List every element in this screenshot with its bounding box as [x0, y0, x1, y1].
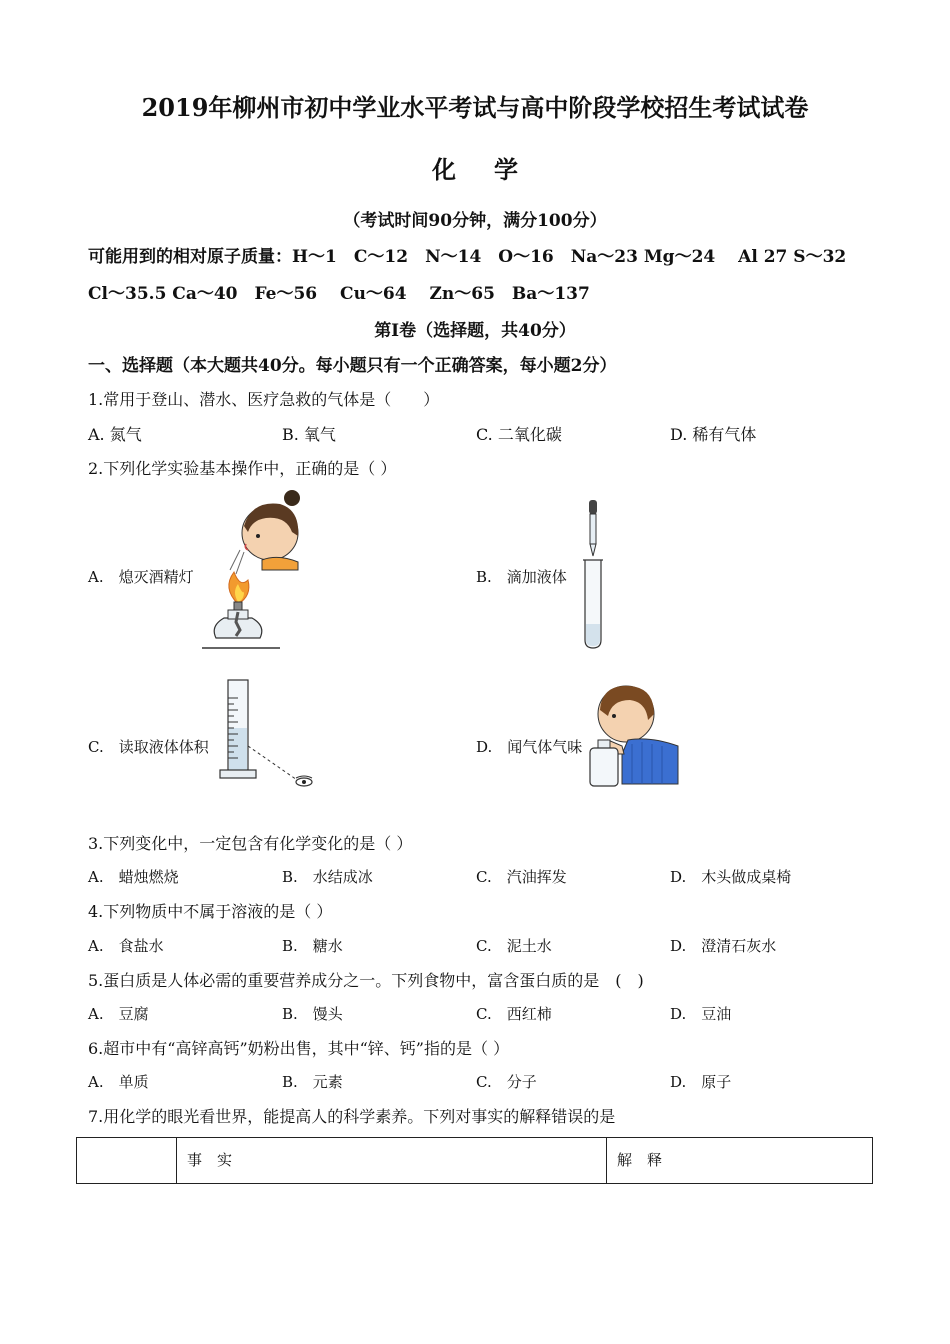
exam-title: 2019年柳州市初中学业水平考试与高中阶段学校招生考试试卷	[141, 93, 809, 122]
question-6-stem: 6.超市中有“高锌高钙”奶粉出售，其中“锌、钙”指的是（ ）	[88, 1039, 510, 1058]
table-divider-2	[606, 1138, 607, 1183]
q5-option-b: B. 馒头	[282, 1005, 343, 1023]
q2-option-c: C. 读取液体体积	[88, 738, 209, 756]
q5-option-a: A. 豆腐	[88, 1005, 149, 1023]
q2-option-a: A. 熄灭酒精灯	[88, 568, 194, 586]
q6-option-b: B. 元素	[282, 1073, 343, 1091]
table-header-explanation: 解 释	[617, 1151, 663, 1169]
dropper-tube-illustration	[578, 498, 610, 653]
table-header-fact: 事 实	[187, 1151, 233, 1169]
q3-option-d: D. 木头做成桌椅	[670, 868, 792, 886]
q3-option-b: B. 水结成冰	[282, 868, 373, 886]
question-1-stem: 1.常用于登山、潜水、医疗急救的气体是（ ）	[88, 390, 440, 409]
q4-option-a: A. 食盐水	[88, 937, 164, 955]
q4-option-b: B. 糖水	[282, 937, 343, 955]
subject-title: 化学	[432, 155, 556, 184]
q6-option-c: C. 分子	[476, 1073, 537, 1091]
question-2-stem: 2.下列化学实验基本操作中，正确的是（ ）	[88, 459, 397, 478]
volume-heading: 第Ⅰ卷（选择题，共40分）	[374, 321, 576, 341]
q6-option-a: A. 单质	[88, 1073, 149, 1091]
table-divider-1	[176, 1138, 177, 1183]
q1-option-a: A. 氮气	[88, 425, 142, 444]
q1-option-c: C. 二氧化碳	[476, 425, 562, 444]
q1-option-d: D. 稀有气体	[670, 425, 757, 444]
fact-explanation-table	[76, 1137, 873, 1184]
q5-option-d: D. 豆油	[670, 1005, 732, 1023]
q4-option-d: D. 澄清石灰水	[670, 937, 777, 955]
blowing-lamp-illustration	[200, 488, 310, 653]
q2-option-d: D. 闻气体气味	[476, 738, 583, 756]
section-heading: 一、选择题（本大题共40分。每小题只有一个正确答案，每小题2分）	[88, 356, 617, 376]
question-3-stem: 3.下列变化中，一定包含有化学变化的是（ ）	[88, 834, 413, 853]
q4-option-c: C. 泥土水	[476, 937, 552, 955]
q5-option-c: C. 西红柿	[476, 1005, 552, 1023]
q6-option-d: D. 原子	[670, 1073, 732, 1091]
q3-option-c: C. 汽油挥发	[476, 868, 567, 886]
q1-option-b: B. 氧气	[282, 425, 336, 444]
atomic-mass-line-2: Cl～35.5 Ca～40 Fe～56 Cu～64 Zn～65 Ba～137	[88, 284, 590, 304]
q3-option-a: A. 蜡烛燃烧	[88, 868, 179, 886]
exam-time-note: （考试时间90分钟，满分100分）	[343, 211, 607, 231]
question-7-stem: 7.用化学的眼光看世界，能提高人的科学素养。下列对事实的解释错误的是	[88, 1107, 616, 1126]
smelling-gas-illustration	[588, 680, 682, 790]
question-5-stem: 5.蛋白质是人体必需的重要营养成分之一。下列食物中，富含蛋白质的是 ( )	[88, 971, 644, 990]
q2-option-b: B. 滴加液体	[476, 568, 567, 586]
graduated-cylinder-illustration	[214, 678, 324, 798]
atomic-mass-line-1: 可能用到的相对原子质量：H～1 C～12 N～14 O～16 Na～23 Mg～24 Al 27 S～32	[88, 247, 847, 267]
question-4-stem: 4.下列物质中不属于溶液的是（ ）	[88, 902, 333, 921]
